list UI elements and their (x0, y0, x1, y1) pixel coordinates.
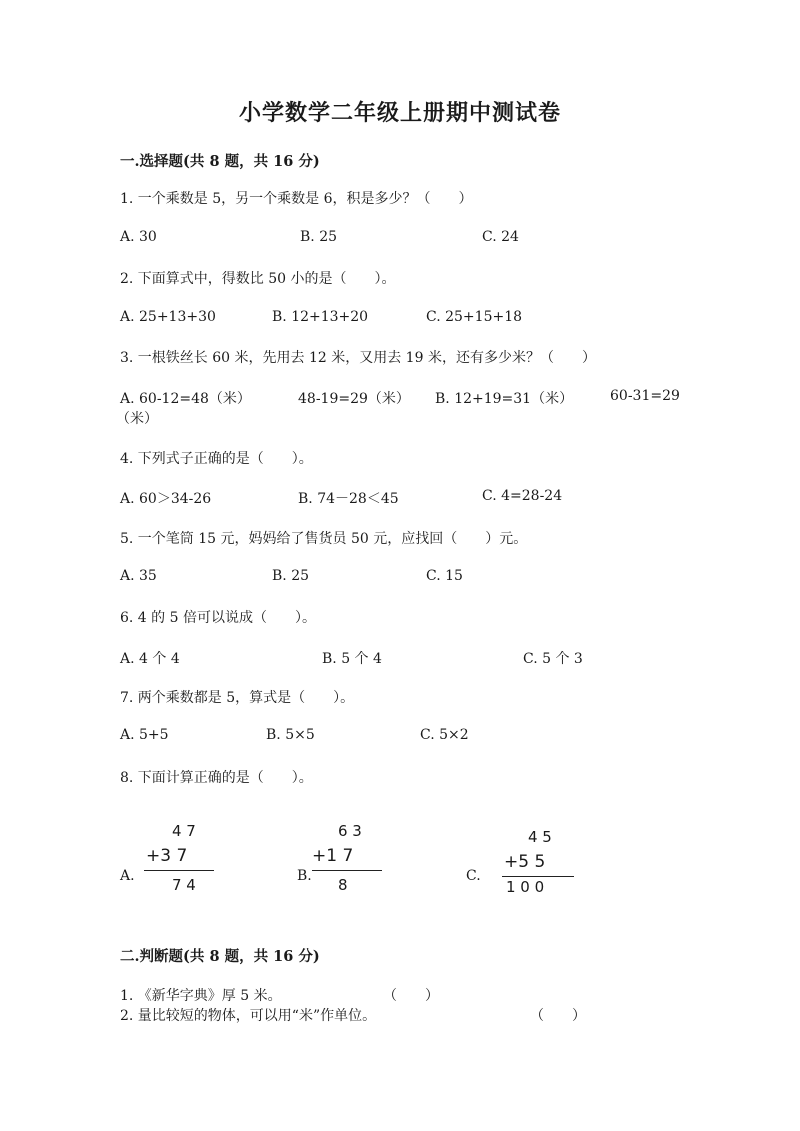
q7-option-a[interactable]: A. 5+5 (120, 727, 169, 743)
q7-option-b[interactable]: B. 5×5 (266, 727, 315, 743)
question-4: 4. 下列式子正确的是（ ）。 (120, 451, 313, 467)
judgment-question-2: 2. 量比较短的物体，可以用“米”作单位。 (120, 1008, 377, 1024)
question-3: 3. 一根铁丝长 60 米，先用去 12 米，又用去 19 米，还有多少米？（ ） (120, 350, 596, 366)
judgment-answer-blank-2[interactable]: （ ） (530, 1008, 586, 1024)
calc-b-result: 8 (338, 876, 348, 894)
q6-option-a[interactable]: A. 4 个 4 (120, 651, 180, 667)
q1-option-c[interactable]: C. 24 (482, 229, 519, 245)
q6-option-b[interactable]: B. 5 个 4 (322, 651, 382, 667)
section-header-judgment: 二.判断题(共 8 题，共 16 分) (120, 948, 320, 965)
q4-option-b[interactable]: B. 74－28＜45 (298, 491, 399, 507)
q5-option-a[interactable]: A. 35 (120, 568, 157, 584)
calc-c-top: 4 5 (528, 828, 552, 846)
calc-c-result: 1 0 0 (506, 878, 545, 896)
calc-b-addend: +1 7 (312, 846, 354, 866)
section-header-choice: 一.选择题(共 8 题，共 16 分) (120, 153, 320, 170)
question-8: 8. 下面计算正确的是（ ）。 (120, 770, 313, 786)
q8-option-c[interactable]: C. (466, 868, 481, 884)
question-2: 2. 下面算式中，得数比 50 小的是（ ）。 (120, 271, 396, 287)
q6-option-c[interactable]: C. 5 个 3 (523, 651, 583, 667)
q3-option-b-step2: 60-31=29 (610, 388, 680, 404)
calc-c-addend: +5 5 (504, 852, 546, 872)
q4-option-a[interactable]: A. 60＞34-26 (120, 491, 212, 507)
q5-option-c[interactable]: C. 15 (426, 568, 463, 584)
q1-option-b[interactable]: B. 25 (300, 229, 338, 245)
calc-a-line (144, 870, 214, 871)
vertical-calc-a (140, 822, 220, 902)
q3-option-b[interactable]: B. 12+19=31（米） (435, 391, 574, 407)
q3-option-a-step2: 48-19=29（米） (298, 391, 410, 407)
question-1: 1. 一个乘数是 5，另一个乘数是 6，积是多少？（ ） (120, 191, 473, 207)
question-7: 7. 两个乘数都是 5，算式是（ ）。 (120, 690, 355, 706)
vertical-calc-c (500, 828, 580, 908)
q2-option-b[interactable]: B. 12+13+20 (272, 309, 369, 325)
judgment-answer-blank-1[interactable]: （ ） (383, 988, 439, 1004)
q8-option-a[interactable]: A. (120, 868, 135, 884)
q3-option-a[interactable]: A. 60-12=48（米） (120, 391, 251, 407)
page-title: 小学数学二年级上册期中测试卷 (238, 100, 561, 126)
question-5: 5. 一个笔筒 15 元，妈妈给了售货员 50 元，应找回（ ）元。 (120, 531, 528, 547)
q4-option-c[interactable]: C. 4=28-24 (482, 488, 563, 504)
q7-option-c[interactable]: C. 5×2 (420, 727, 469, 743)
q5-option-b[interactable]: B. 25 (272, 568, 310, 584)
calc-b-top: 6 3 (338, 822, 362, 840)
calc-a-result: 7 4 (172, 876, 196, 894)
judgment-question-1: 1. 《新华字典》厚 5 米。 (120, 988, 282, 1004)
calc-b-line (312, 870, 382, 871)
q8-option-b[interactable]: B. (297, 868, 312, 884)
q2-option-a[interactable]: A. 25+13+30 (120, 309, 216, 325)
q3-option-b-unit: （米） (116, 411, 158, 427)
question-6: 6. 4 的 5 倍可以说成（ ）。 (120, 610, 316, 626)
vertical-calc-b (312, 822, 392, 902)
calc-a-addend: +3 7 (146, 846, 188, 866)
calc-c-line (502, 876, 574, 877)
calc-a-top: 4 7 (172, 822, 196, 840)
q2-option-c[interactable]: C. 25+15+18 (426, 309, 523, 325)
q1-option-a[interactable]: A. 30 (120, 229, 157, 245)
